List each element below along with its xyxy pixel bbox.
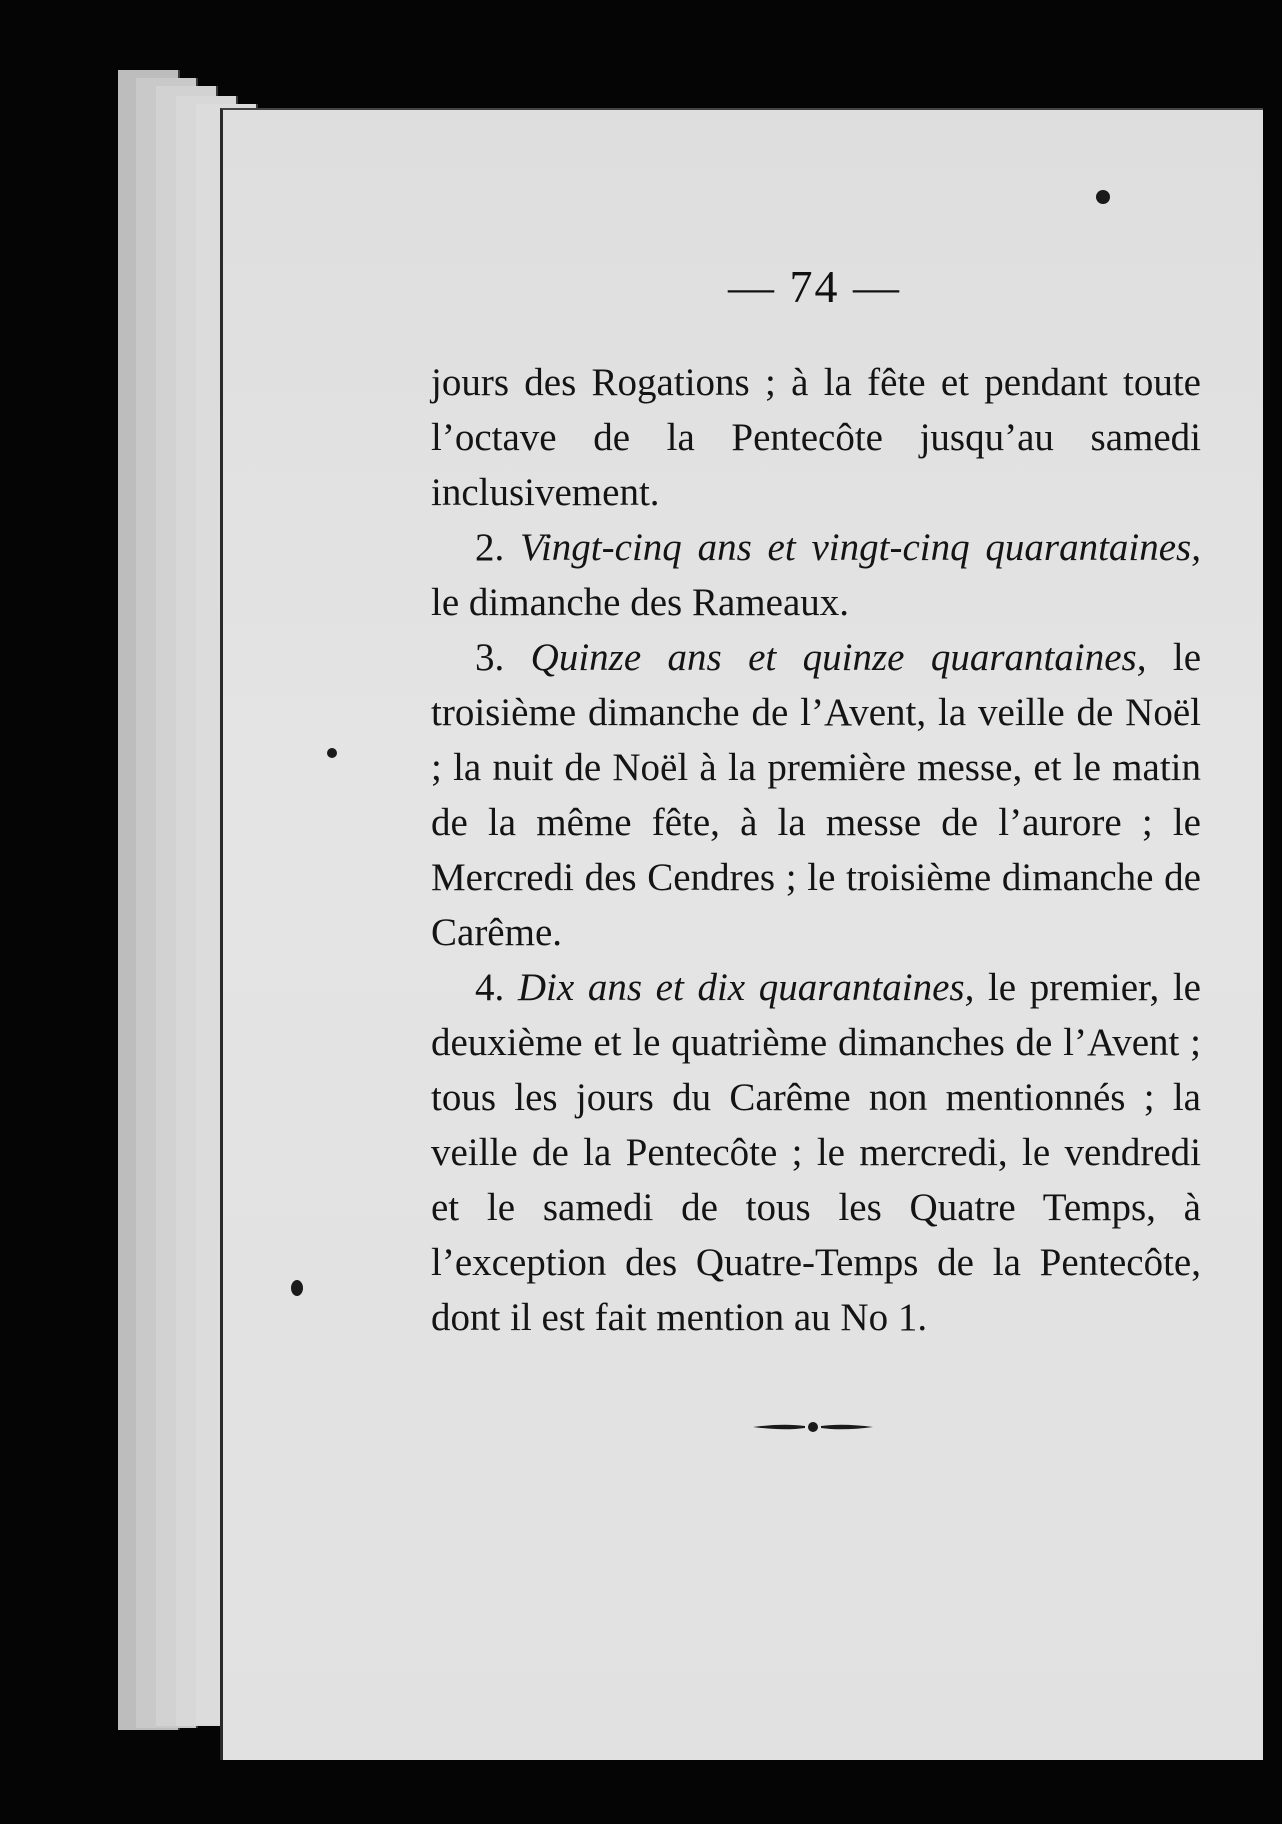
text-run: le dimanche des Rameaux. <box>431 581 850 624</box>
paragraph <box>431 355 1201 520</box>
italic-phrase: Quinze ans et quinze quarantaines, <box>530 636 1147 679</box>
scan-speck <box>291 1280 303 1296</box>
scan-speck <box>1096 190 1110 204</box>
text-run: le troisième dimanche de l’Avent, la veille de Noël ; la nuit de Noël à la première messe, et le matin de la même fête, à la messe de l’aurore ; le Mercredi des Cendres ; le troisième dimanche de Carême. <box>431 636 1202 954</box>
text-run: 3. <box>475 636 531 679</box>
italic-phrase: Dix ans et dix quarantaines, <box>517 966 975 1009</box>
text-run: le premier, le deuxième et le quatrième dimanches de l’Avent ; tous les jours du Carême non mentionnés ; la veille de la Pentecôte ; le mercredi, le vendredi et le samedi de tous les Quatre Temps, à l’exception des Quatre-Temps de la Pentecôte, dont il est fait mention au No 1. <box>431 966 1201 1339</box>
paragraph <box>431 520 1201 630</box>
italic-phrase: Vingt-cinq ans et vingt-cinq quarantaines, <box>520 526 1201 569</box>
text-run: 2. <box>475 526 521 569</box>
scan-speck <box>327 748 337 758</box>
paragraph <box>431 960 1201 1345</box>
paragraph <box>431 630 1201 960</box>
rule-ornament-icon <box>753 1417 873 1437</box>
body-text <box>431 355 1201 1345</box>
text-run: jours des Rogations ; à la fête et pendant toute l’octave de la Pentecôte jusqu’au samedi inclusivement. <box>431 361 1201 514</box>
text-run: 4. <box>475 966 518 1009</box>
book-page <box>220 108 1263 1760</box>
page-number: — 74 — <box>728 261 901 312</box>
